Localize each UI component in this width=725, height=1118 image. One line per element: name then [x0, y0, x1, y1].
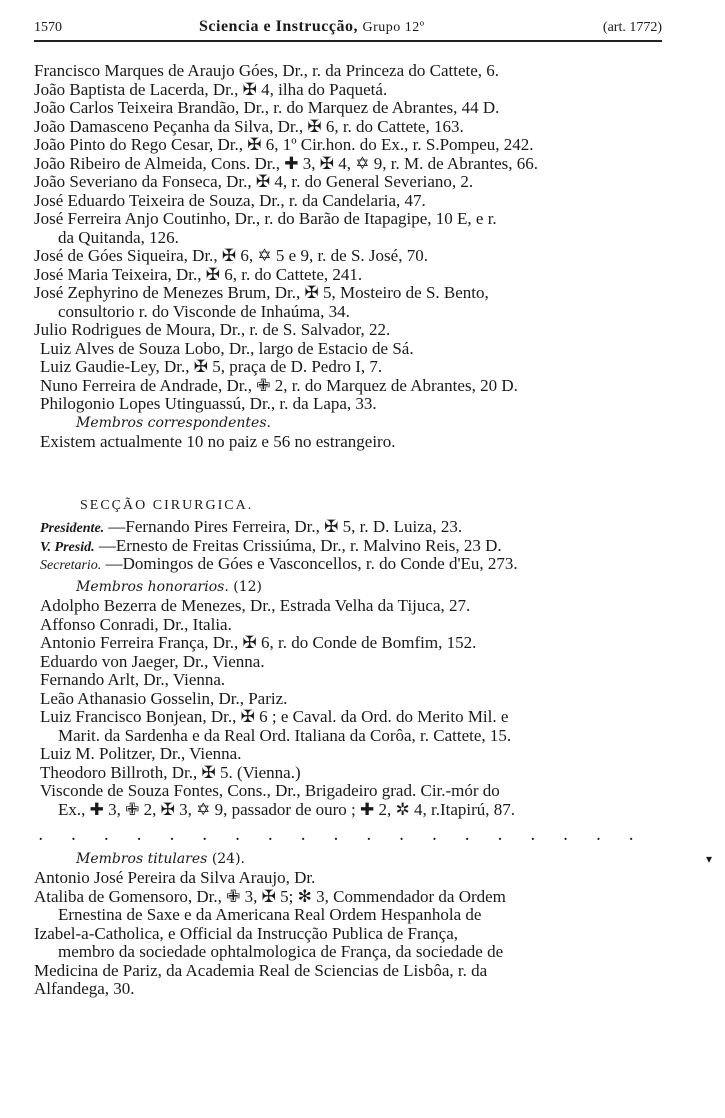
vice-presidente-label: V. Presid. [40, 539, 95, 555]
article-ref: (art. 1772) [602, 20, 662, 35]
list-entry: Adolpho Bezerra de Menezes, Dr., Estrada Velha da Tijuca, 27. [40, 596, 471, 615]
list-entry-continuation: Alfandega, 30. [34, 979, 135, 998]
seccao-cirurgica [34, 494, 674, 574]
membros-titulares-heading [34, 850, 674, 869]
secretario-text: —Domingos de Góes e Vasconcellos, r. do Conde d'Eu, 273. [105, 554, 518, 573]
list-entry: Visconde de Souza Fontes, Cons., Dr., Brigadeiro grad. Cir.-mór do [40, 781, 500, 800]
membros-titulares [34, 850, 674, 999]
running-title-text: Sciencia e Instrucção, [199, 18, 358, 35]
membros-correspondentes [34, 414, 674, 452]
grupo-label: Grupo 12º [362, 20, 425, 35]
membros-honorarios-title: Membros honorarios. [76, 579, 229, 595]
presidente-text: —Fernando Pires Ferreira, Dr., ✠ 5, r. D. Luiza, 23. [108, 517, 463, 536]
membros-titulares-title: Membros titulares [76, 851, 208, 867]
list-entry: João Ribeiro de Almeida, Cons. Dr., ✚ 3, ✠ 4, ✡ 9, r. M. de Abrantes, 66. [34, 153, 539, 173]
margin-marker-icon: ▾ [706, 852, 713, 866]
list-entry: José Maria Teixeira, Dr., ✠ 6, r. do Cattete, 241. [34, 264, 363, 284]
header-rule [34, 40, 662, 42]
dotted-separator [34, 826, 674, 842]
list-entry: Affonso Conradi, Dr., Italia. [40, 614, 232, 634]
list-entry-continuation: membro da sociedade ophtalmologica de França, da sociedade de [58, 942, 504, 961]
membros-titulares-count: (24). [211, 851, 246, 867]
list-entry: Antonio José Pereira da Silva Araujo, Dr. [34, 868, 316, 887]
list-entry: Luiz Gaudie-Ley, Dr., ✠ 5, praça de D. Pedro I, 7. [40, 357, 383, 376]
list-entry: José Eduardo Teixeira de Souza, Dr., r. da Candelaria, 47. [34, 190, 426, 210]
dots-row: . . . . . . . . . . . . . . . . . . . [38, 826, 645, 842]
list-entry: Eduardo von Jaeger, Dr., Vienna. [40, 651, 265, 671]
list-entry: João Pinto do Rego Cesar, Dr., ✠ 6, 1º Cir.hon. do Ex., r. S.Pompeu, 242. [34, 135, 534, 154]
list-entry: Luiz M. Politzer, Dr., Vienna. [40, 744, 242, 763]
vice-presidente-text: —Ernesto de Freitas Crissiúma, Dr., r. Malvino Reis, 23 D. [98, 535, 502, 555]
list-entry: Fernando Arlt, Dr., Vienna. [40, 670, 226, 689]
presidente-line [34, 518, 674, 537]
list-entry: Francisco Marques de Araujo Góes, Dr., r. da Princeza do Cattete, 6. [34, 61, 500, 80]
list-entry: José Zephyrino de Menezes Brum, Dr., ✠ 5, Mosteiro de S. Bento, [34, 283, 489, 302]
membros-honorarios-heading [34, 578, 674, 597]
list-entry-continuation: Ex., ✚ 3, ✙ 2, ✠ 3, ✡ 9, passador de ouro ; ✚ 2, ✲ 4, r.Itapirú, 87. [58, 799, 516, 819]
list-entry: José Ferreira Anjo Coutinho, Dr., r. do Barão de Itapagipe, 10 E, e r. [34, 209, 497, 228]
membros-correspondentes-heading: Membros correspondentes. [76, 415, 271, 431]
list-entry-continuation: Medicina de Pariz, da Academia Real de Sciencias de Lisbôa, r. da [34, 960, 488, 980]
list-entry: Ataliba de Gomensoro, Dr., ✙ 3, ✠ 5; ✻ 3, Commendador da Ordem [34, 886, 506, 906]
list-entry: José de Góes Siqueira, Dr., ✠ 6, ✡ 5 e 9, r. de S. José, 70. [34, 246, 428, 265]
section-title: SECÇÃO CIRURGICA. [80, 498, 254, 513]
list-entry: Nuno Ferreira de Andrade, Dr., ✙ 2, r. do Marquez de Abrantes, 20 D. [40, 375, 518, 395]
list-entry: João Damasceno Peçanha da Silva, Dr., ✠ 6, r. do Cattete, 163. [34, 116, 464, 136]
list-entry-continuation: consultorio r. do Visconde de Inhaúma, 34. [58, 301, 350, 321]
list-entry-continuation: da Quitanda, 126. [58, 227, 179, 247]
member-list-top [34, 62, 674, 414]
page-header [34, 18, 662, 40]
secretario-line [34, 555, 674, 574]
secretario-label: Secretario. [40, 558, 102, 573]
list-entry: Luiz Francisco Bonjean, Dr., ✠ 6 ; e Caval. da Ord. do Merito Mil. e [40, 707, 509, 726]
list-entry: João Baptista de Lacerda, Dr., ✠ 4, ilha do Paquetá. [34, 79, 388, 99]
running-title [199, 18, 425, 36]
list-entry: Julio Rodrigues de Moura, Dr., r. de S. Salvador, 22. [34, 320, 391, 339]
list-entry: João Carlos Teixeira Brandão, Dr., r. do Marquez de Abrantes, 44 D. [34, 98, 500, 117]
list-entry: Theodoro Billroth, Dr., ✠ 5. (Vienna.) [40, 762, 301, 782]
page-number: 1570 [34, 20, 62, 35]
list-entry-continuation: Ernestina de Saxe e da Americana Real Ordem Hespanhola de [58, 905, 482, 924]
membros-correspondentes-text: Existem actualmente 10 no paiz e 56 no estrangeiro. [40, 432, 396, 451]
membros-honorarios [34, 578, 674, 819]
list-entry: Philogonio Lopes Utinguassú, Dr., r. da Lapa, 33. [40, 394, 377, 413]
membros-honorarios-count: (12) [233, 579, 262, 595]
list-entry: Leão Athanasio Gosselin, Dr., Pariz. [40, 688, 288, 708]
list-entry-continuation: Marit. da Sardenha e da Real Ord. Italiana da Corôa, r. Cattete, 15. [58, 725, 512, 745]
vice-presidente-line [34, 537, 674, 556]
list-entry: Antonio Ferreira França, Dr., ✠ 6, r. do Conde de Bomfim, 152. [40, 633, 477, 652]
list-entry-continuation: Izabel-a-Catholica, e Official da Instrucção Publica de França, [34, 923, 459, 943]
presidente-label: Presidente. [40, 521, 105, 536]
list-entry: Luiz Alves de Souza Lobo, Dr., largo de Estacio de Sá. [40, 338, 414, 358]
list-entry: João Severiano da Fonseca, Dr., ✠ 4, r. do General Severiano, 2. [34, 172, 474, 191]
